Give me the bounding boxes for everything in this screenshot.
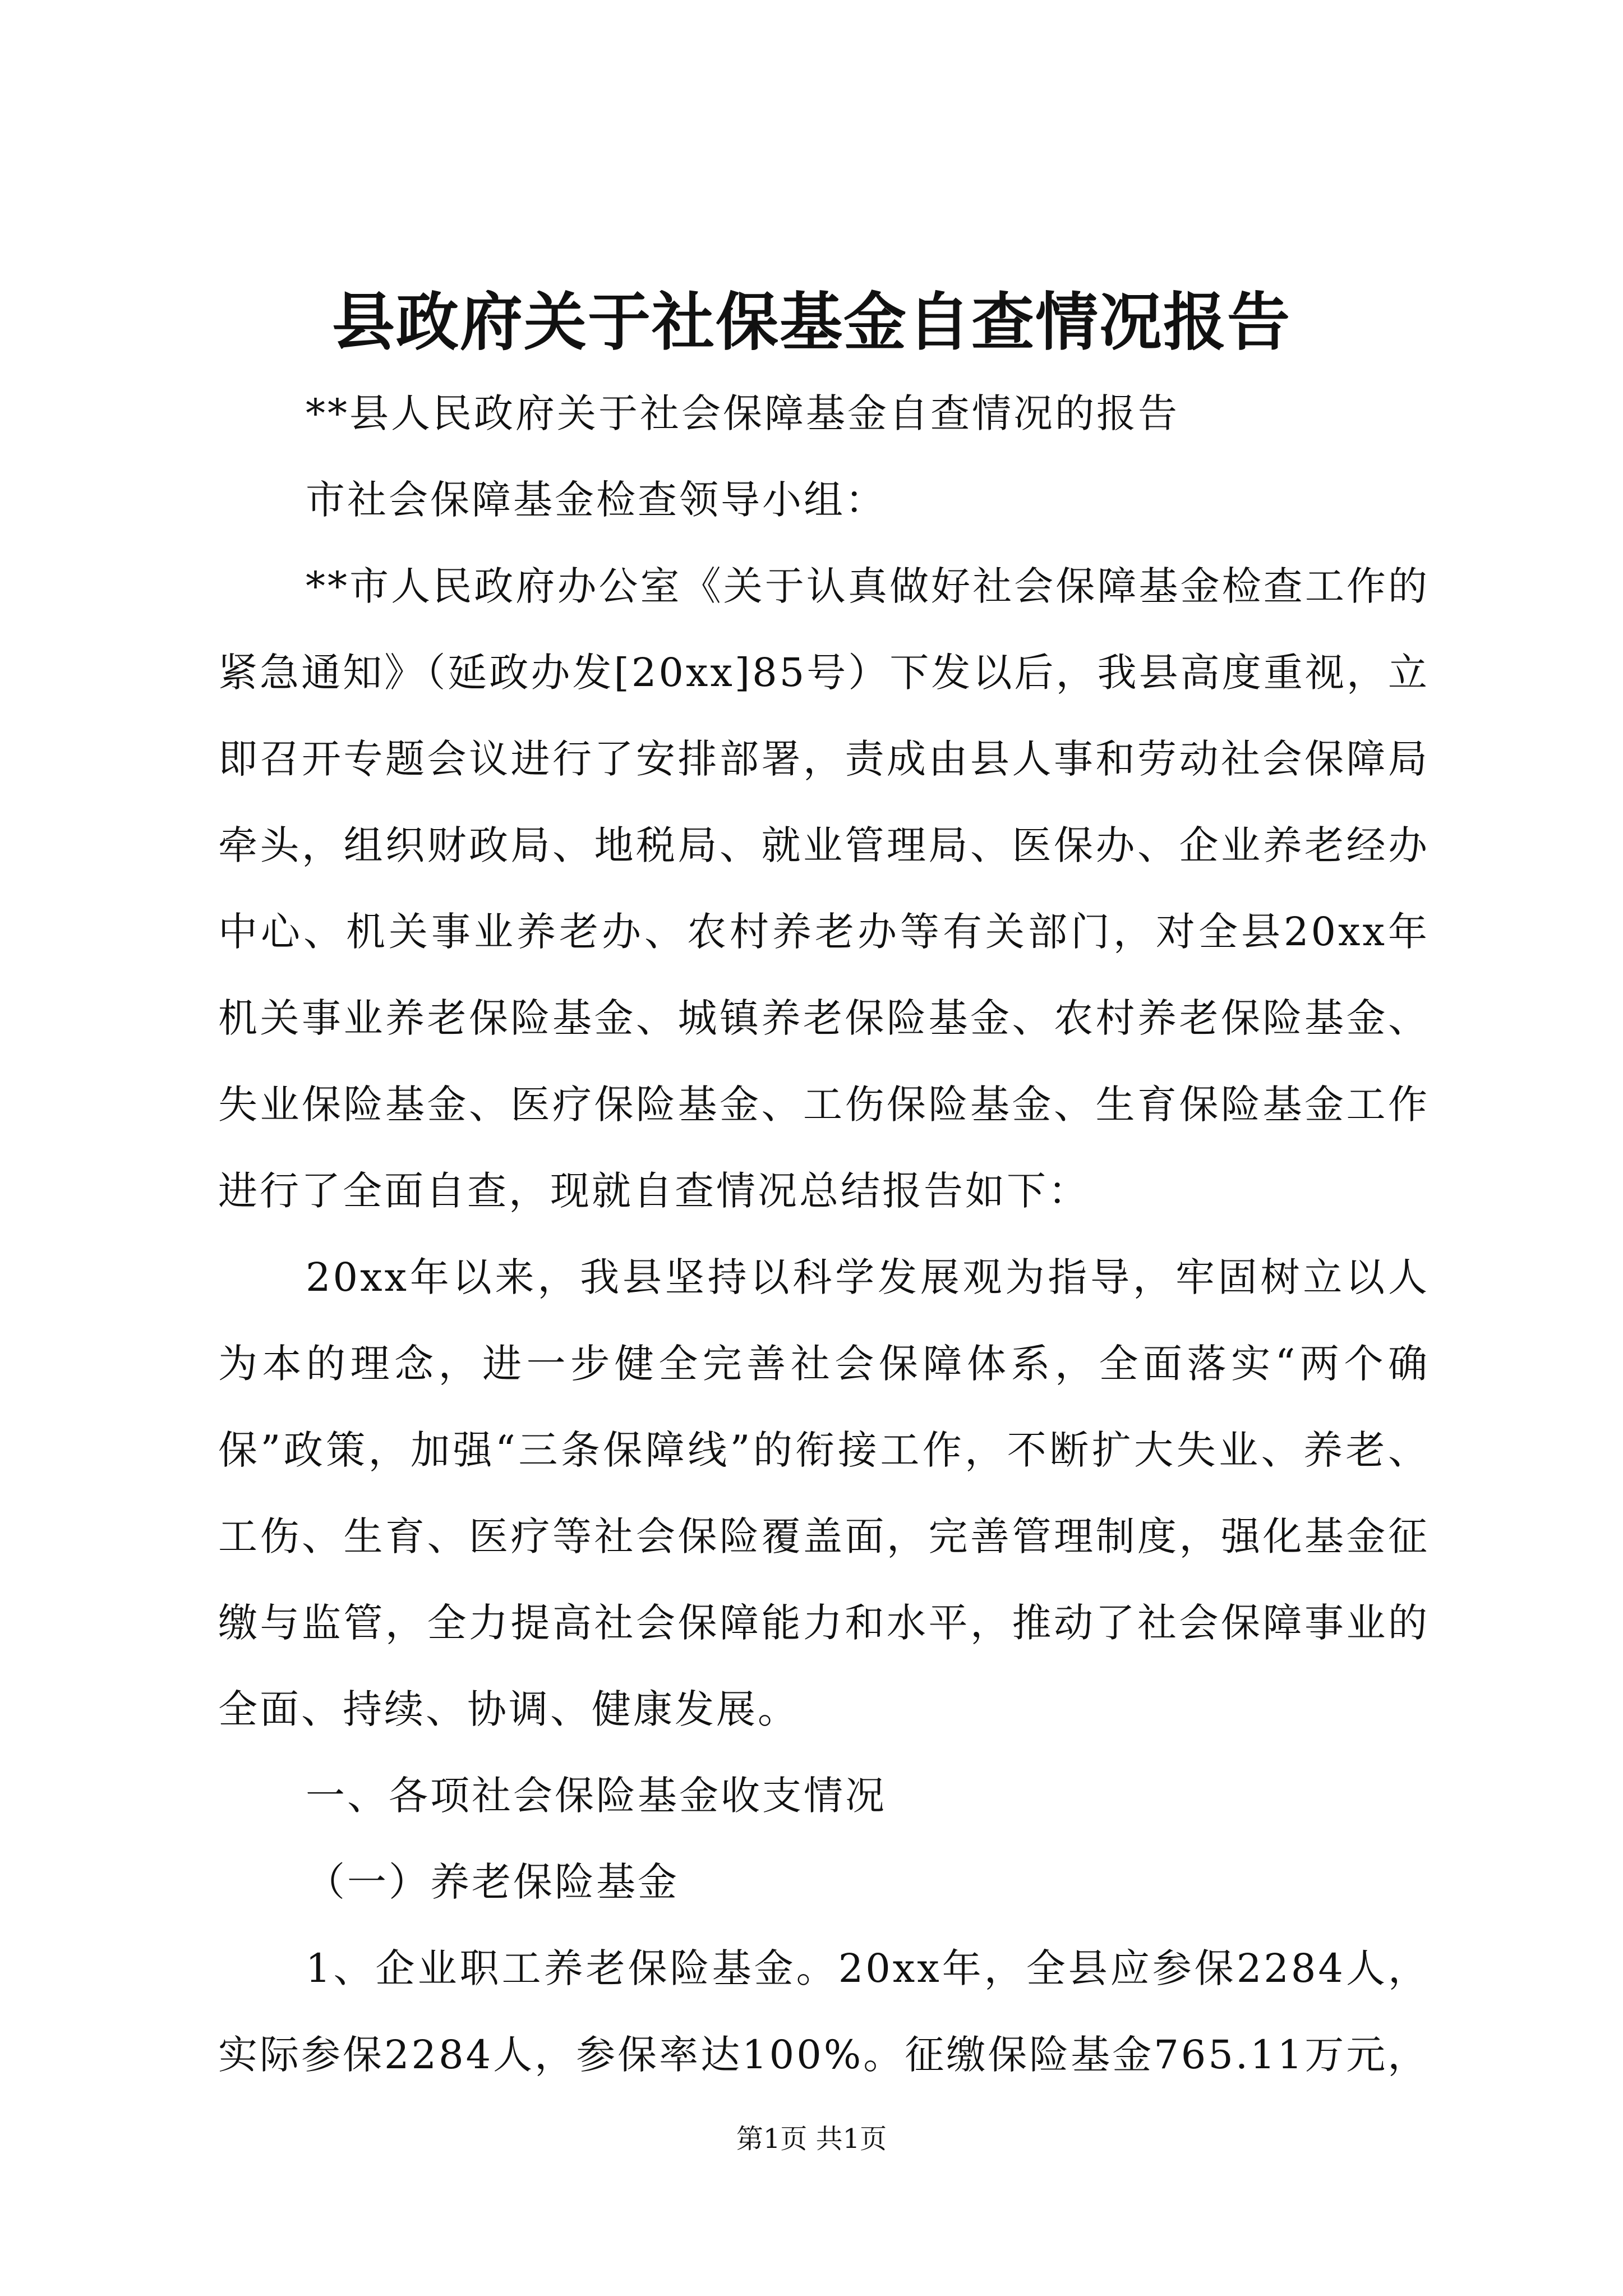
section-heading-1: 一、各项社会保险基金收支情况 — [306, 1773, 887, 1819]
page-footer: 第1页 共1页 — [736, 2123, 887, 2155]
subsection-heading-1: （一）养老保险基金 — [306, 1859, 679, 1905]
document-title: 县政府关于社保基金自查情况报告 — [332, 286, 1291, 359]
salutation: 市社会保障基金检查领导小组： — [306, 477, 887, 523]
report-heading: **县人民政府关于社会保障基金自查情况的报告 — [306, 390, 1179, 436]
document-body — [218, 370, 1430, 2098]
body-paragraph-intro: **市人民政府办公室《关于认真做好社会保障基金检查工作的紧急通知》（延政办发[20xx]85号）下发以后，我县高度重视，立即召开专题会议进行了安排部署，责成由县人事和劳动社会保障局牵头，组织财政局、地税局、就业管理局、医保办、企业养老经办中心、机关事业养老办、农村养老办等有关部门，对全县20xx年机关事业养老保险基金、城镇养老保险基金、农村养老保险基金、失业保险基金、医疗保险基金、工伤保险基金、生育保险基金工作进行了全面自查，现就自查情况总结报告如下： — [218, 563, 1430, 1214]
body-paragraph-pension: 1、企业职工养老保险基金。20xx年，全县应参保2284人，实际参保2284人，参保率达100%。征缴保险基金765.11万元， — [218, 1945, 1430, 2078]
body-paragraph-overview: 20xx年以来，我县坚持以科学发展观为指导，牢固树立以人为本的理念，进一步健全完善社会保障体系，全面落实“两个确保”政策，加强“三条保障线”的衔接工作，不断扩大失业、养老、工伤、生育、医疗等社会保险覆盖面，完善管理制度，强化基金征缴与监管，全力提高社会保障能力和水平，推动了社会保障事业的全面、持续、协调、健康发展。 — [218, 1254, 1430, 1732]
